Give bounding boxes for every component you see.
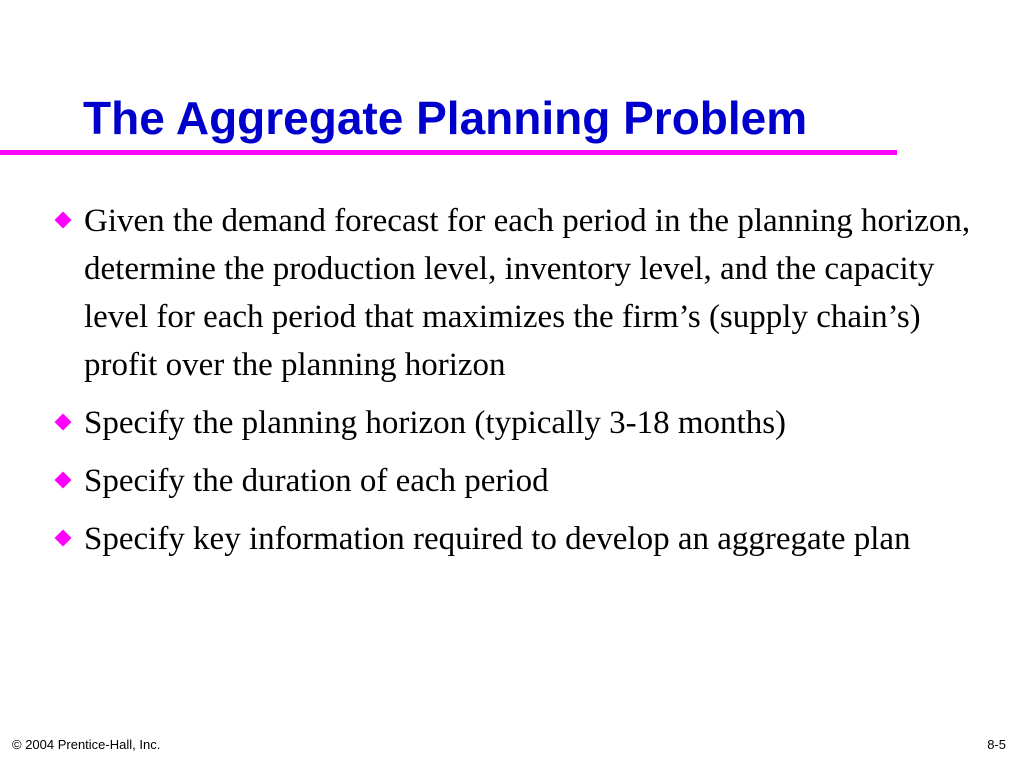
bullet-item <box>48 197 978 389</box>
diamond-bullet-icon <box>55 472 72 489</box>
copyright-notice: © 2004 Prentice-Hall, Inc. <box>12 737 161 752</box>
slide-title: The Aggregate Planning Problem <box>83 92 808 144</box>
bullet-text: Given the demand forecast for each period in the planning horizon, determine the production level, inventory level, and the capacity level for each period that maximizes the firm’s (supply chain’s) profit over the planning horizon <box>84 203 971 383</box>
bullet-list <box>48 197 978 573</box>
bullet-item <box>48 399 978 447</box>
diamond-bullet-icon <box>55 530 72 547</box>
bullet-text: Specify the duration of each period <box>84 463 549 499</box>
diamond-bullet-icon <box>55 414 72 431</box>
bullet-item <box>48 457 978 505</box>
bullet-text: Specify the planning horizon (typically 3-18 months) <box>84 405 787 441</box>
diamond-bullet-icon <box>55 212 72 229</box>
bullet-item <box>48 515 978 563</box>
title-underline <box>0 150 897 155</box>
bullet-text: Specify key information required to develop an aggregate plan <box>84 521 911 557</box>
slide-number: 8-5 <box>987 737 1006 752</box>
